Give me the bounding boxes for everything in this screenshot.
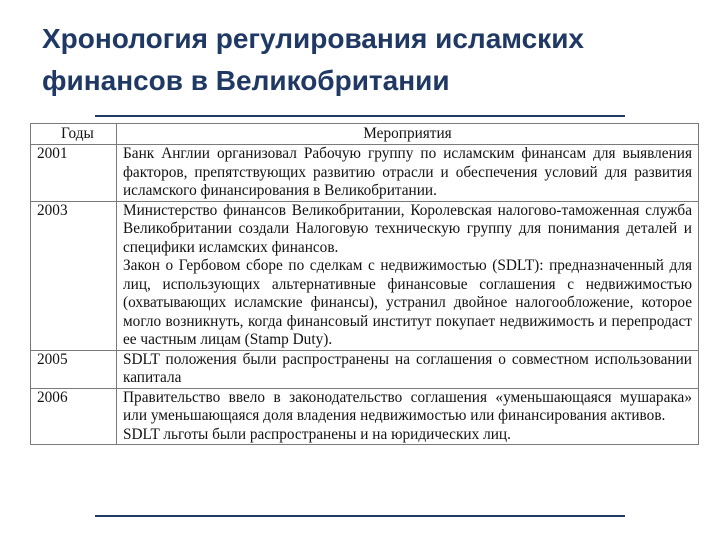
event-text: Банк Англии организовал Рабочую группу по исламским финансам для выявления факторов, препятствующих развитию отрасли и обеспечения условий для развития исламского финансирования в Великобритании. [123, 145, 692, 199]
table-header-row [31, 124, 699, 145]
footer-rule [95, 515, 625, 517]
event-text: SDLT льготы были распространены и на юридических лиц. [123, 425, 511, 443]
event-text: Правительство ввело в законодательство соглашения «уменьшающаяся мушарака» или уменьшающаяся доля владения недвижимостью или финансирования активов. [123, 388, 692, 424]
header-year: Годы [31, 124, 117, 145]
row-event [117, 350, 699, 388]
table-row [31, 350, 699, 388]
row-event [117, 145, 699, 202]
row-year: 2001 [31, 145, 117, 202]
event-text: SDLT положения были распространены на соглашения о совместном использовании капитала [123, 350, 692, 386]
table-row [31, 145, 699, 202]
event-text: Министерство финансов Великобритании, Королевская налогово-таможенная служба Великобритании создали Налоговую техническую группу для понимания деталей и специфики исламских финансов. [123, 201, 692, 256]
title-underline [95, 115, 625, 117]
header-event: Мероприятия [117, 124, 699, 145]
row-event [117, 201, 699, 350]
row-year: 2005 [31, 350, 117, 388]
slide-title: Хронология регулирования исламских финансов в Великобритании [42, 23, 584, 96]
table-row [31, 388, 699, 445]
event-text: Закон о Гербовом сборе по сделкам с недвижимостью (SDLT): предназначенный для лиц, использующих альтернативные финансовые соглашения с недвижимостью (охватывающих исламские финансы), устранил двойное налогообложение, которое могло возникнуть, когда финансовый институт покупает недвижимость и перепродаст ее частным лицам (Stamp Duty). [123, 257, 692, 348]
table-row [31, 201, 699, 350]
row-year: 2003 [31, 201, 117, 350]
row-event [117, 388, 699, 445]
timeline-table [30, 123, 699, 445]
row-year: 2006 [31, 388, 117, 445]
